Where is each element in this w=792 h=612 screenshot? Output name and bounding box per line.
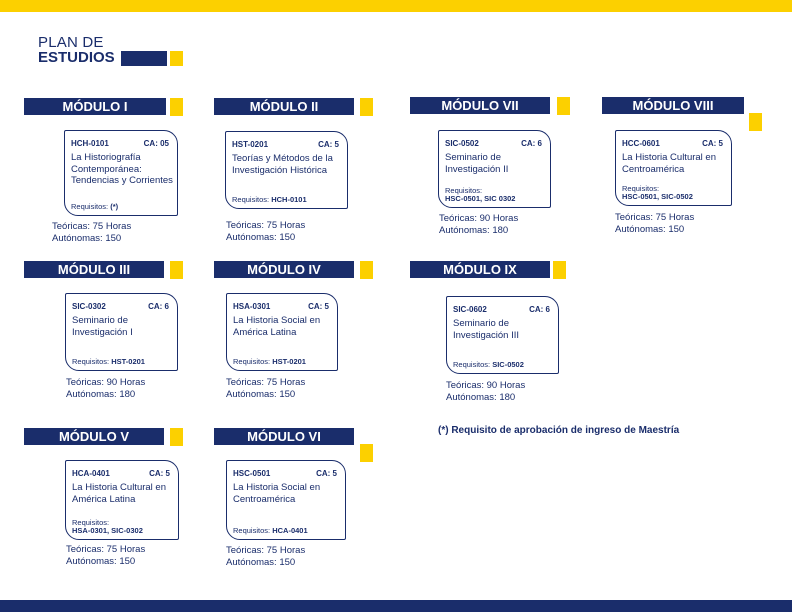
autonomas-hours: Autónomas: 150 <box>615 224 685 235</box>
teoricas-hours: Teóricas: 90 Horas <box>66 377 146 388</box>
teoricas-hours: Teóricas: 75 Horas <box>615 212 695 223</box>
autonomas-hours: Autónomas: 150 <box>226 232 296 243</box>
requisite-footnote: (*) Requisito de aprobación de ingreso de Maestría <box>438 425 680 436</box>
module-1-card <box>64 130 178 216</box>
module-header-label: MÓDULO V <box>24 428 164 445</box>
module-8-card <box>615 130 732 206</box>
module-header-label: MÓDULO IV <box>214 261 354 278</box>
autonomas-hours: Autónomas: 150 <box>66 556 136 567</box>
module-2-hours <box>226 220 305 244</box>
autonomas-hours: Autónomas: 180 <box>439 225 509 236</box>
module-header-label: MÓDULO VIII <box>602 97 744 114</box>
course-credits: CA: 5 <box>702 139 723 148</box>
course-title: La Historia Cultural en Centroamérica <box>622 152 716 175</box>
course-credits: CA: 5 <box>316 469 337 478</box>
course-requisites: Requisitos: HST-0201 <box>233 357 306 366</box>
title-yellow-block <box>170 51 183 66</box>
module-header-yellow-block <box>360 444 373 462</box>
course-title: Seminario de Investigación III <box>453 318 520 341</box>
teoricas-hours: Teóricas: 75 Horas <box>52 221 132 232</box>
course-code: HSC-0501 <box>233 469 271 478</box>
plan-title-line2: ESTUDIOS <box>38 49 115 66</box>
module-9-card <box>446 296 559 374</box>
course-credits: CA: 5 <box>308 302 329 311</box>
teoricas-hours: Teóricas: 75 Horas <box>226 545 306 556</box>
teoricas-hours: Teóricas: 90 Horas <box>446 380 526 391</box>
course-code: SIC-0502 <box>445 139 479 148</box>
top-accent-bar <box>0 0 792 12</box>
bottom-accent-bar <box>0 600 792 612</box>
module-3-card <box>65 293 178 371</box>
title-navy-block <box>121 51 167 66</box>
module-5-hours <box>66 544 145 568</box>
teoricas-hours: Teóricas: 75 Horas <box>66 544 146 555</box>
module-header-label: MÓDULO VI <box>214 428 354 445</box>
course-code: HCA-0401 <box>72 469 110 478</box>
module-4-hours <box>226 377 305 401</box>
module-7-hours <box>439 213 518 237</box>
course-code: HST-0201 <box>232 140 269 149</box>
module-header-label: MÓDULO I <box>24 98 166 115</box>
course-credits: CA: 6 <box>521 139 542 148</box>
course-title: Teorías y Métodos de la Investigación Histórica <box>232 153 333 176</box>
module-header-yellow-block <box>360 98 373 116</box>
module-9-hours <box>446 380 525 404</box>
module-1-hours <box>52 221 131 245</box>
course-title: Seminario de Investigación I <box>72 315 133 338</box>
module-header-yellow-block <box>557 97 570 115</box>
plan-de-estudios-title <box>38 35 183 66</box>
module-header-label: MÓDULO II <box>214 98 354 115</box>
teoricas-hours: Teóricas: 75 Horas <box>226 220 306 231</box>
course-title: La Historia Social en América Latina <box>233 315 321 338</box>
course-credits: CA: 6 <box>529 305 550 314</box>
course-requisites: Requisitos: HSC-0501, SIC-0502 <box>622 184 693 201</box>
course-code: HCH-0101 <box>71 139 109 148</box>
course-code: SIC-0602 <box>453 305 487 314</box>
module-2-card <box>225 131 348 209</box>
module-header-yellow-block <box>170 98 183 116</box>
course-requisites: Requisitos: HCH-0101 <box>232 195 307 204</box>
module-3-hours <box>66 377 145 401</box>
module-header-yellow-block <box>749 113 762 131</box>
course-title: La Historia Social en Centroamérica <box>233 482 321 505</box>
module-6-card <box>226 460 346 540</box>
module-7-card <box>438 130 551 208</box>
autonomas-hours: Autónomas: 150 <box>226 389 296 400</box>
module-header-label: MÓDULO III <box>24 261 164 278</box>
course-requisites: Requisitos: SIC-0502 <box>453 360 524 369</box>
module-header-yellow-block <box>553 261 566 279</box>
module-header-yellow-block <box>170 428 183 446</box>
course-requisites: Requisitos: HSC-0501, SIC 0302 <box>445 186 516 203</box>
autonomas-hours: Autónomas: 180 <box>66 389 136 400</box>
course-title: La Historia Cultural en América Latina <box>72 482 166 505</box>
course-requisites: Requisitos: HCA-0401 <box>233 526 308 535</box>
course-code: SIC-0302 <box>72 302 106 311</box>
autonomas-hours: Autónomas: 150 <box>52 233 122 244</box>
course-requisites: Requisitos: (*) <box>71 202 119 211</box>
module-5-card <box>65 460 179 540</box>
course-credits: CA: 6 <box>148 302 169 311</box>
course-credits: CA: 5 <box>318 140 339 149</box>
autonomas-hours: Autónomas: 150 <box>226 557 296 568</box>
teoricas-hours: Teóricas: 75 Horas <box>226 377 306 388</box>
course-code: HSA-0301 <box>233 302 271 311</box>
course-credits: CA: 05 <box>143 139 169 148</box>
module-header-label: MÓDULO IX <box>410 261 550 278</box>
module-6-hours <box>226 545 305 569</box>
course-code: HCC-0601 <box>622 139 660 148</box>
plan-title-line1: PLAN DE <box>38 34 104 51</box>
module-header-yellow-block <box>170 261 183 279</box>
module-header-yellow-block <box>360 261 373 279</box>
autonomas-hours: Autónomas: 180 <box>446 392 516 403</box>
course-title: Seminario de Investigación II <box>445 152 509 175</box>
course-credits: CA: 5 <box>149 469 170 478</box>
module-4-card <box>226 293 338 371</box>
course-requisites: Requisitos: HST-0201 <box>72 357 145 366</box>
module-8-hours <box>615 212 694 236</box>
course-title: La Historiografía Contemporánea: Tendencias y Corrientes <box>71 152 173 186</box>
module-header-label: MÓDULO VII <box>410 97 550 114</box>
teoricas-hours: Teóricas: 90 Horas <box>439 213 519 224</box>
course-requisites: Requisitos: HSA-0301, SIC-0302 <box>72 518 143 535</box>
